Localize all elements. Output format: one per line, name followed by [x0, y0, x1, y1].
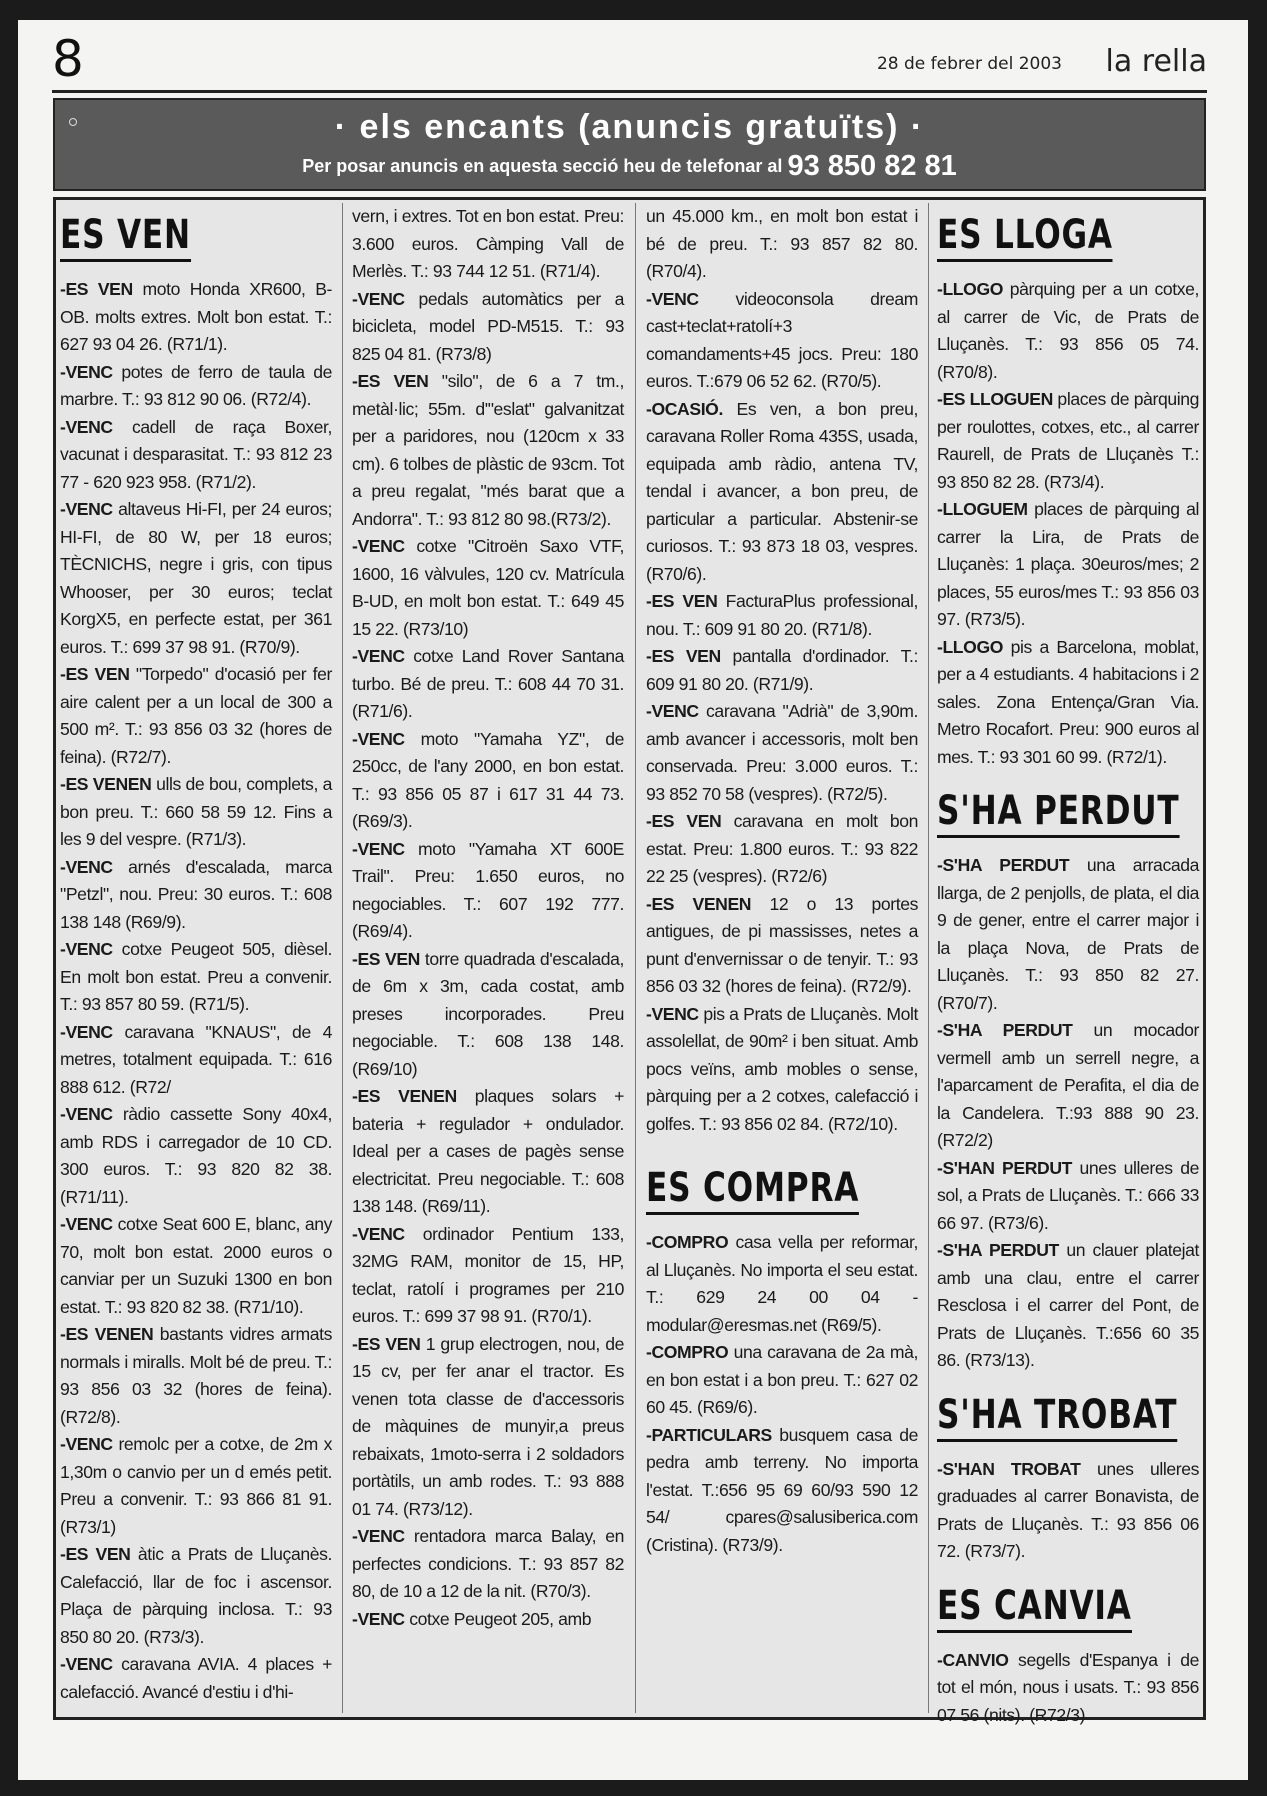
- ad-keyword: -ES VEN: [352, 371, 429, 391]
- column-separator: [342, 203, 343, 1713]
- classified-ad: [937, 1237, 1199, 1375]
- ad-list-sha-trobat: [937, 1456, 1199, 1566]
- classified-ad: [60, 414, 332, 497]
- ad-text: ordinador Pentium 133, 32MG RAM, monitor de 15, HP, teclat, ratolí i programes per 210 euros. T.: 699 37 98 91. (R70/1).: [352, 1223, 624, 1326]
- ad-text: cotxe Peugeot 205, amb: [404, 1608, 592, 1629]
- ad-keyword: -VENC: [352, 536, 405, 556]
- classified-ad: [352, 643, 624, 726]
- ad-text: "silo", de 6 a 7 tm., metàl·lic; 55m. d'"eslat" galvanitzat per a paridores, nou (120cm x 33 cm). 6 tolbes de plàstic de 93cm. Tot a preu regalat, "més barat que a Andorra". T.: 93 812 80 98.(R73/2).: [352, 371, 624, 529]
- column-2: [352, 203, 624, 1713]
- ad-list-es-compra: [646, 1229, 918, 1559]
- classified-ad: [352, 726, 624, 836]
- classified-ad: [60, 1651, 332, 1706]
- section-heading-es-lloga: ES LLOGA: [937, 211, 1113, 262]
- classified-ad: [937, 1647, 1199, 1730]
- classified-ad: [646, 891, 918, 1001]
- ad-text: una caravana de 2a mà, en bon estat i a bon preu. T.: 627 02 60 45. (R69/6).: [646, 1342, 918, 1417]
- ad-text: cadell de raça Boxer, vacunat i desparasitat. T.: 93 812 23 77 - 620 923 958. (R71/2).: [60, 416, 332, 492]
- ad-keyword: -S'HA PERDUT: [937, 855, 1070, 875]
- ad-keyword: -LLOGO: [937, 279, 1004, 299]
- ad-keyword: -ES VEN: [352, 948, 420, 969]
- ad-text: un mocador vermell amb un serrell negre, a l'aparcament de Perafita, el dia de la Candelera. T.:93 888 90 23. (R72/2): [937, 1020, 1199, 1150]
- ad-text: un clauer platejat amb una clau, entre el carrer Resclosa i el carrer del Pont, de Prats de Lluçanès. T.:656 60 35 86. (R73/13).: [937, 1240, 1199, 1370]
- classified-ad: [60, 359, 332, 414]
- ad-text: pis a Prats de Lluçanès. Molt assolellat, de 90m² i ben situat. Amb pocs veïns, amb mobles o sense, pàrquing per a 2 cotxes, calefacció i golfes. T.: 93 856 02 84. (R72/10).: [646, 1003, 918, 1134]
- ad-keyword: -VENC: [60, 1104, 113, 1124]
- column-1: [60, 203, 332, 1713]
- classified-ad: [60, 1101, 332, 1211]
- ad-keyword: -ES VENEN: [646, 893, 752, 914]
- classified-ad: [60, 854, 332, 937]
- ad-keyword: -ES VEN: [646, 646, 721, 666]
- ad-keyword: -VENC: [60, 1434, 113, 1454]
- classified-ad: [352, 1083, 624, 1221]
- ad-keyword: -ES LLOGUEN: [937, 389, 1053, 409]
- classified-ad: [937, 634, 1199, 772]
- ad-text: 12 o 13 portes antigues, de pi massisses, netes a punt d'envernissar o de tenyir. T.: 93 856 03 32 (hores de feina). (R72/9).: [646, 893, 919, 996]
- classified-ad: [937, 496, 1199, 634]
- ad-text: caravana "KNAUS", de 4 metres, totalment equipada. T.: 616 888 612. (R72/: [60, 1021, 332, 1097]
- column-4: [937, 203, 1200, 1725]
- classified-ad: [646, 1422, 918, 1560]
- ad-text: caravana "Adrià" de 3,90m. amb avancer i accessoris, molt ben conservada. Preu: 3.000 euros. T.: 93 852 70 58 (vespres). (R72/5).: [646, 701, 918, 804]
- column-separator: [635, 203, 636, 1713]
- section-banner: [53, 98, 1206, 191]
- ad-keyword: -VENC: [352, 646, 405, 666]
- ad-text: cotxe Land Rover Santana turbo. Bé de preu. T.: 608 44 70 31. (R71/6).: [352, 646, 624, 721]
- ad-text: plaques solars + bateria + regulador + ondulador. Ideal per a cases de pagès sense electricitat. Preu negociable. T.: 608 138 148. (R69/11).: [352, 1086, 624, 1216]
- ad-text: moto Honda XR600, B-OB. molts extres. Molt bon estat. T.: 627 93 04 26. (R71/1).: [60, 279, 332, 354]
- ad-keyword: -VENC: [60, 1214, 113, 1234]
- classified-ad: [646, 396, 918, 589]
- classified-ad: [352, 368, 624, 533]
- ad-text: Es ven, a bon preu, caravana Roller Roma 435S, usada, equipada amb ràdio, antena TV, tendal i avancer, a bon preu, de particular a particular. Abstenir-se curiosos. T.: 93 873 18 03, vespres. (R70/6).: [646, 398, 918, 584]
- ad-keyword: -VENC: [646, 701, 699, 721]
- ad-keyword: -VENC: [60, 1021, 113, 1042]
- classified-ad: [60, 1211, 332, 1321]
- classified-ad: [60, 936, 332, 1019]
- ad-text: cotxe Seat 600 E, blanc, any 70, molt bon estat. 2000 euros o canviar per un Suzuki 1300 en bon estat. T.: 93 820 82 38. (R71/10).: [60, 1214, 332, 1317]
- ad-keyword: -ES VEN: [646, 591, 718, 611]
- classified-ad: [352, 836, 624, 946]
- classified-ad: [352, 946, 624, 1084]
- ad-keyword: -VENC: [60, 1654, 113, 1674]
- classified-ad: [646, 1339, 918, 1422]
- classified-ad: [646, 808, 918, 891]
- ad-keyword: -VENC: [646, 1003, 699, 1024]
- ad-text: bastants vidres armats normals i miralls. Molt bé de preu. T.: 93 856 03 32 (hores de feina). (R72/8).: [60, 1324, 332, 1427]
- section-heading-es-compra: ES COMPRA: [646, 1164, 859, 1215]
- ad-list-es-ven-cont: [352, 286, 624, 1634]
- classified-ad: [937, 1456, 1199, 1566]
- ad-keyword: -VENC: [60, 939, 113, 959]
- classified-ad: [60, 771, 332, 854]
- ad-keyword: -ES VEN: [646, 811, 722, 831]
- ad-keyword: -LLOGUEM: [937, 499, 1028, 519]
- classified-ad: [60, 1321, 332, 1431]
- ad-text: torre quadrada d'escalada, de 6m x 3m, cada costat, amb preses incorporades. Preu negociable. T.: 608 138 148. (R69/10): [352, 948, 624, 1079]
- ad-text: ulls de bou, complets, a bon preu. T.: 660 58 59 12. Fins a les 9 del vespre. (R71/3).: [60, 774, 332, 849]
- ad-list-es-ven: [60, 276, 332, 1706]
- ad-continuation: vern, i extres. Tot en bon estat. Preu: 3.600 euros. Càmping Vall de Merlès. T.: 93 744 12 51. (R71/4).: [352, 206, 624, 281]
- ad-text: unes ulleres de sol, a Prats de Lluçanès. T.: 666 33 66 97. (R73/6).: [937, 1157, 1199, 1233]
- ad-text: moto "Yamaha YZ", de 250cc, de l'any 2000, en bon estat. T.: 93 856 05 87 i 617 31 44 73. (R69/3).: [352, 728, 624, 831]
- section-heading-sha-perdut: S'HA PERDUT: [937, 787, 1179, 838]
- ad-keyword: -VENC: [352, 1526, 405, 1546]
- ad-keyword: -COMPRO: [646, 1342, 729, 1362]
- classified-ad: [937, 386, 1199, 496]
- classified-ad: [937, 852, 1199, 1017]
- section-heading-es-canvia: ES CANVIA: [937, 1582, 1132, 1633]
- ad-text: places de pàrquing al carrer la Lira, de Prats de Lluçanès: 1 plaça. 30euros/mes; 2 places, 55 euros/mes T.: 93 856 03 97. (R73/5).: [937, 499, 1199, 629]
- page-number: 8: [52, 30, 84, 88]
- ad-keyword: -VENC: [60, 361, 113, 382]
- classified-ad: [937, 1155, 1199, 1238]
- ad-keyword: -VENC: [352, 728, 405, 749]
- ad-text: pàrquing per a un cotxe, al carrer de Vic, de Prats de Lluçanès. T.: 93 856 05 74. (R70/8).: [937, 279, 1199, 382]
- classified-ad: [60, 276, 332, 359]
- ad-keyword: -S'HA PERDUT: [937, 1240, 1059, 1260]
- ad-text: "Torpedo" d'ocasió per fer aire calent per a un local de 300 a 500 m². T.: 93 856 03 32 (hores de feina). (R72/7).: [60, 664, 332, 767]
- classified-ad: [60, 496, 332, 661]
- ad-text: àtic a Prats de Lluçanès. Calefacció, llar de foc i ascensor. Plaça de pàrquing inclosa. T.: 93 850 80 20. (R73/3).: [60, 1544, 332, 1647]
- ad-keyword: -VENC: [352, 288, 405, 309]
- banner-subtitle: [55, 150, 1204, 182]
- classified-ad: [352, 1523, 624, 1606]
- classified-ad: [646, 1001, 918, 1139]
- ad-text: pedals automàtics per a bicicleta, model PD-M515. T.: 93 825 04 81. (R73/8): [352, 288, 624, 364]
- ad-text: places de pàrquing per roulottes, cotxes, etc., al carrer Raurell, de Prats de Lluçanès T.: 93 850 82 28. (R73/4).: [937, 389, 1200, 492]
- ad-keyword: -VENC: [60, 416, 113, 437]
- ad-text: rentadora marca Balay, en perfectes condicions. T.: 93 857 82 80, de 10 a 12 de la nit. (R70/3).: [352, 1526, 624, 1601]
- ad-list-es-ven-cont: [646, 286, 918, 1139]
- ad-text: cotxe Peugeot 505, dièsel. En molt bon estat. Preu a convenir. T.: 93 857 80 59. (R71/5).: [60, 939, 332, 1014]
- column-3: [646, 203, 918, 1713]
- ad-text: caravana en molt bon estat. Preu: 1.800 euros. T.: 93 822 22 25 (vespres). (R72/6): [646, 811, 918, 886]
- ring-icon: [69, 118, 77, 126]
- section-heading-es-ven: ES VEN: [60, 211, 191, 262]
- ad-keyword: -COMPRO: [646, 1232, 729, 1252]
- classified-ad: [352, 1221, 624, 1331]
- ad-keyword: -ES VEN: [60, 664, 130, 684]
- column-separator: [928, 203, 929, 1713]
- ad-keyword: -PARTICULARS: [646, 1424, 772, 1445]
- ad-keyword: -ES VEN: [60, 279, 133, 299]
- issue-date: 28 de febrer del 2003: [876, 54, 1062, 74]
- ad-text: arnés d'escalada, marca "Petzl", nou. Preu: 30 euros. T.: 608 138 148 (R69/9).: [60, 856, 332, 932]
- ad-text: casa vella per reformar, al Lluçanès. No importa el seu estat. T.: 629 24 00 04 - modular@eresmas.net (R69/5).: [646, 1232, 918, 1335]
- ad-text: pantalla d'ordinador. T.: 609 91 80 20. (R71/9).: [646, 646, 919, 694]
- ad-keyword: -VENC: [352, 1223, 405, 1244]
- header-rule: [52, 90, 1207, 93]
- ad-text: cotxe "Citroën Saxo VTF, 1600, 16 vàlvules, 120 cv. Matrícula B-UD, en molt bon estat. T.: 649 45 15 22. (R73/10): [352, 536, 624, 639]
- banner-phone: 93 850 82 81: [787, 150, 957, 182]
- ad-text: pis a Barcelona, moblat, per a 4 estudiants. 4 habitacions i 2 sales. Zona Entença/Gran Via. Metro Rocafort. Preu: 900 euros al mes. T.: 93 301 60 99. (R72/1).: [937, 636, 1199, 767]
- classified-ad: [646, 286, 918, 396]
- ad-list-es-canvia: [937, 1647, 1199, 1730]
- ad-keyword: -VENC: [352, 838, 405, 859]
- publication-name: la rella: [1105, 44, 1207, 79]
- ad-text: moto "Yamaha XT 600E Trail". Preu: 1.650 euros, no negociables. T.: 607 192 777. (R69/4).: [352, 838, 624, 941]
- classified-ad: [937, 1017, 1199, 1155]
- ad-text: caravana AVIA. 4 places + calefacció. Avancé d'estiu i d'hi-: [60, 1654, 332, 1702]
- classified-ad: [60, 1431, 332, 1541]
- ad-keyword: -LLOGO: [937, 636, 1004, 657]
- ad-text: ràdio cassette Sony 40x4, amb RDS i carregador de 10 CD. 300 euros. T.: 93 820 82 38. (R71/11).: [60, 1104, 332, 1207]
- ad-keyword: -S'HAN PERDUT: [937, 1157, 1072, 1178]
- section-heading-sha-trobat: S'HA TROBAT: [937, 1391, 1177, 1442]
- page-header: [52, 30, 1207, 88]
- banner-subtitle-text: Per posar anuncis en aquesta secció heu de telefonar al: [302, 156, 783, 176]
- classified-ad: [60, 1019, 332, 1102]
- ad-keyword: -CANVIO: [937, 1649, 1009, 1670]
- classified-ad: [352, 1606, 624, 1634]
- ad-keyword: -VENC: [60, 856, 113, 877]
- ad-text: segells d'Espanya i de tot el món, nous i usats. T.: 93 856 07 56 (nits). (R72/3): [937, 1649, 1199, 1725]
- ad-list-es-lloga: [937, 276, 1199, 771]
- classified-ad: [646, 643, 918, 698]
- ad-keyword: -VENC: [646, 288, 699, 309]
- ad-keyword: -OCASIÓ.: [646, 398, 723, 419]
- ad-keyword: -ES VEN: [352, 1333, 421, 1354]
- classified-ad: [646, 698, 918, 808]
- ad-text: remolc per a cotxe, de 2m x 1,30m o canvio per un d emés petit. Preu a convenir. T.: 93 866 81 91. (R73/1): [60, 1434, 332, 1537]
- ad-list-sha-perdut: [937, 852, 1199, 1375]
- classified-ad: [60, 1541, 332, 1651]
- ad-text: videoconsola dream cast+teclat+ratolí+3 comandaments+45 jocs. Preu: 180 euros. T.:679 06 52 62. (R70/5).: [646, 288, 918, 391]
- classified-ad: [352, 1331, 624, 1524]
- ad-keyword: -S'HAN TROBAT: [937, 1458, 1081, 1479]
- ad-keyword: -VENC: [352, 1608, 405, 1629]
- classified-ad: [352, 533, 624, 643]
- ad-text: FacturaPlus professional, nou. T.: 609 91 80 20. (R71/8).: [646, 591, 918, 639]
- classified-ad: [352, 286, 624, 369]
- classified-ad: [646, 588, 918, 643]
- ad-keyword: -ES VENEN: [352, 1086, 457, 1106]
- ad-text: busquem casa de pedra amb terreny. No importa l'estat. T.:656 95 69 60/93 590 12 54/ cpares@salusiberica.com (Cristina). (R73/9).: [646, 1424, 918, 1555]
- ad-keyword: -ES VEN: [60, 1544, 131, 1564]
- ad-continuation: un 45.000 km., en molt bon estat i bé de preu. T.: 93 857 82 80. (R70/4).: [646, 206, 918, 281]
- ad-keyword: -ES VENEN: [60, 1324, 154, 1344]
- ad-text: altaveus Hi-FI, per 24 euros; HI-FI, de 80 W, per 18 euros; TÈCNICHS, negre i gris, con tipus Whooser, per 30 euros; teclat KorgX5, en perfecte estat, per 361 euros. T.: 699 37 98 91. (R70/9).: [60, 499, 332, 657]
- ad-text: potes de ferro de taula de marbre. T.: 93 812 90 06. (R72/4).: [60, 361, 332, 409]
- ad-keyword: -S'HA PERDUT: [937, 1020, 1073, 1040]
- ad-text: unes ulleres graduades al carrer Bonavista, de Prats de Lluçanès. T.: 93 856 06 72. (R73/7).: [937, 1458, 1199, 1561]
- classified-ad: [937, 276, 1199, 386]
- ad-text: 1 grup electrogen, nou, de 15 cv, per fer anar el tractor. Es venen tota classe de d'accessoris de màquines de munyir,a preus rebaixats, 1moto-serra i 2 soldadors portàtils, un amb rodes. T.: 93 888 01 74. (R73/12).: [352, 1333, 624, 1519]
- ad-text: una arracada llarga, de 2 penjolls, de plata, el dia 9 de gener, entre el carrer major i la plaça Nova, de Prats de Lluçanès. T.: 93 850 82 27. (R70/7).: [937, 855, 1199, 1013]
- ad-keyword: -VENC: [60, 499, 113, 519]
- classified-ad: [60, 661, 332, 771]
- banner-title: · els encants (anuncis gratuïts) ·: [334, 108, 925, 146]
- ad-keyword: -ES VENEN: [60, 774, 152, 794]
- classified-ad: [646, 1229, 918, 1339]
